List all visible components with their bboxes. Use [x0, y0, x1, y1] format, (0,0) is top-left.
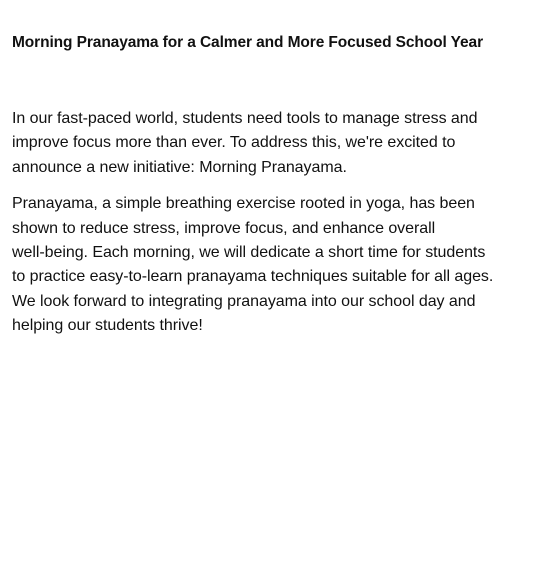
paragraph-line: improve focus more than ever. To address this, we're excited to	[12, 134, 456, 152]
paragraph-line: shown to reduce stress, improve focus, and enhance overall	[12, 219, 436, 237]
paragraph-line: We look forward to integrating pranayama into our school day and	[12, 292, 476, 310]
paragraph-intro	[12, 107, 527, 180]
paragraph-line: In our fast-paced world, students need tools to manage stress and	[12, 110, 478, 127]
paragraph-line: to practice easy-to-learn pranayama techniques suitable for all ages.	[12, 268, 494, 286]
paragraph-line: helping our students thrive!	[12, 317, 203, 335]
paragraph-line: announce a new initiative: Morning Pranayama.	[12, 158, 347, 176]
paragraph-line: Pranayama, a simple breathing exercise rooted in yoga, has been	[12, 195, 475, 213]
document-body	[12, 33, 527, 339]
paragraph-line: well-being. Each morning, we will dedicate a short time for students	[12, 244, 486, 262]
document-title: Morning Pranayama for a Calmer and More Focused School Year	[12, 34, 484, 51]
paragraph-details	[12, 192, 527, 338]
